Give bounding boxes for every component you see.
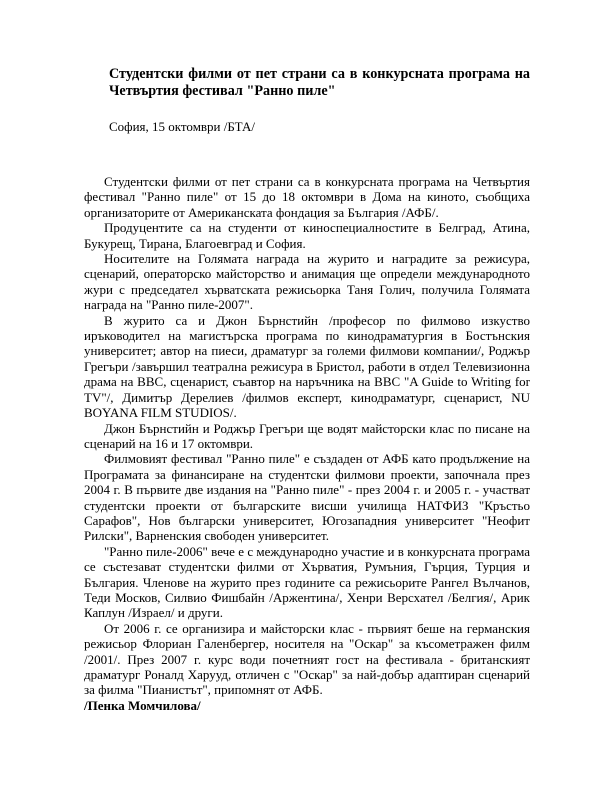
paragraph: Носителите на Голямата награда на журито и наградите за режисура, сценарий, операторско майсторство и анимация ще определи международното жури с председател хърватската режисьорка Таня Голич, получила Голямата награда на "Ранно пиле-2007". [84,251,530,313]
document-page [84,66,530,713]
paragraph: В журито са и Джон Бърнстийн /професор по филмово изкуство иръководител на магистърска програма по кинодраматургия в Бостънския университет; автор на пиеси, драматург за големи филмови компании/, Роджър Грегъри /завършил театрална режисура в Бристол, работи в отдел Телевизионна драма на BBC, сценарист, съавтор на наръчника на BBC "A Guide to Writing for TV"/, Димитър Дерелиев /филмов експерт, кинодраматург, сценарист, NU BOYANA FILM STUDIOS/. [84,312,530,421]
paragraph: Продуцентите са на студенти от киноспециалностите в Белград, Атина, Букурещ, Тирана, Благоевград и София. [84,220,530,251]
author-signature: /Пенка Момчилова/ [84,697,201,713]
article-body [84,174,530,713]
paragraph: "Ранно пиле-2006" вече е с международно участие и в конкурсната програма се състезават студентски филми от Хърватия, Румъния, Гърция, Турция и България. Членове на журито през годините са режисьорите Рангел Вълчанов, Теди Москов, Силвио Фишбайн /Аржентина/, Хенри Версхател /Белгия/, Арик Каплун /Израел/ и други. [84,543,530,621]
paragraph: Джон Бърнстийн и Роджър Грегъри ще водят майсторски клас по писане на сценарий на 16 и 17 октомври. [84,420,530,451]
paragraph: Филмовият фестивал "Ранно пиле" е създаден от АФБ като продължение на Програмата за финансиране на студентски филмови проекти, започнала през 2004 г. В първите две издания на "Ранно пиле" - през 2004 г. и 2005 г. - участват студентски проекти от българските висши училища НАТФИЗ "Кръстьо Сарафов", Нов български университет, Югозападния университет "Неофит Рилски", Варненския свободен университет. [84,451,530,544]
paragraph: Студентски филми от пет страни са в конкурсната програма на Четвъртия фестивал "Ранно пиле" от 15 до 18 октомври в Дома на киното, съобщиха организаторите от Американската фондация за България /АФБ/. [84,174,530,220]
paragraph: От 2006 г. се организира и майсторски клас - първият беше на германския режисьор Флориан Галенбергер, носителя на "Оскар" за късометражен филм /2001/. През 2007 г. курс води почетният гост на фестивала - британският драматург Роналд Харууд, отличен с "Оскар" за най-добър адаптиран сценарий за филма "Пианистът", припомнят от АФБ. [84,620,530,698]
article-headline: Студентски филми от пет страни са в конкурсната програма на Четвъртия фестивал "Ранно пиле" [109,66,530,99]
article-dateline: София, 15 октомври /БТА/ [109,119,255,134]
